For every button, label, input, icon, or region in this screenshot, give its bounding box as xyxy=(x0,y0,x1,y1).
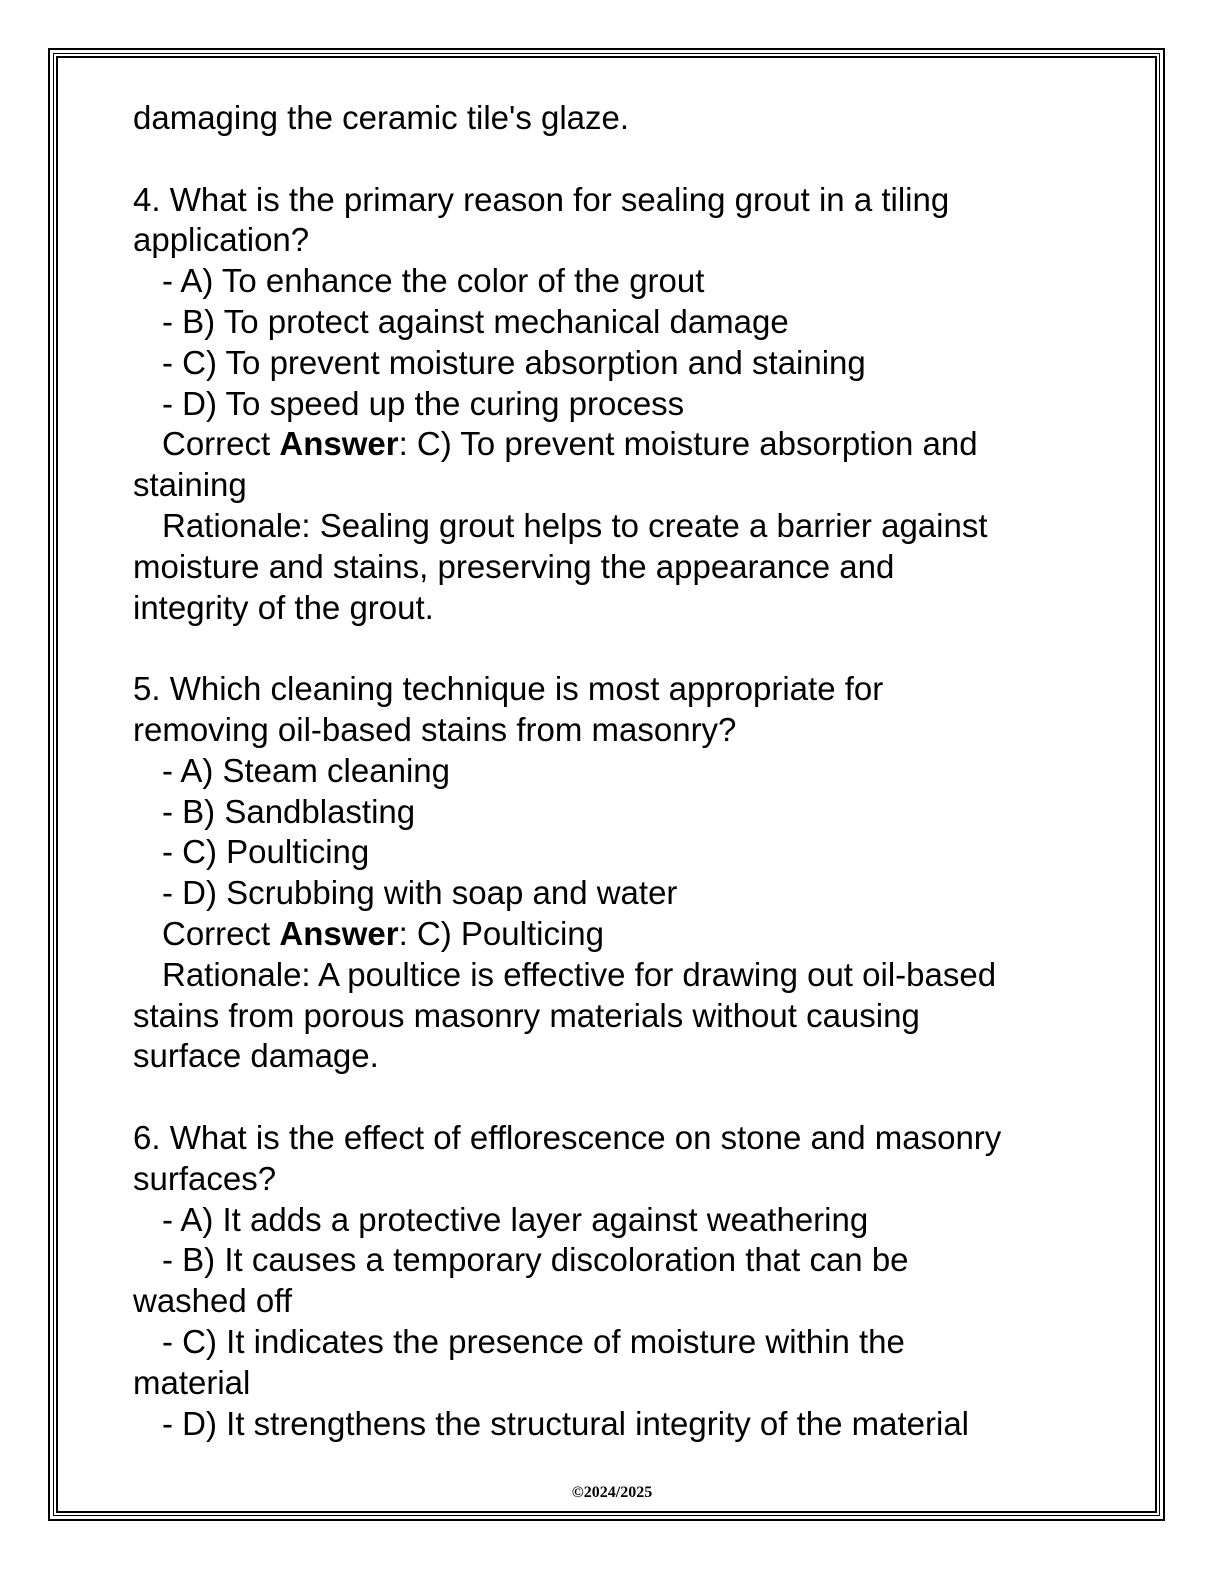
document-body xyxy=(133,98,1093,1444)
correct-answer: Correct Answer: C) Poulticing xyxy=(162,914,604,952)
question-stem: application? xyxy=(133,221,310,259)
question-stem: 5. Which cleaning technique is most appropriate for xyxy=(133,670,884,708)
question-6 xyxy=(133,1118,1093,1444)
option-c: - C) To prevent moisture absorption and staining xyxy=(162,343,866,381)
option-c: - C) It indicates the presence of moisture within the xyxy=(162,1322,905,1360)
continuation-text: damaging the ceramic tile's glaze. xyxy=(133,99,630,136)
rationale: Rationale: Sealing grout helps to create a barrier against xyxy=(162,506,988,544)
answer-label: Answer xyxy=(279,914,399,952)
option-d: - D) To speed up the curing process xyxy=(162,384,685,422)
option-a: - A) It adds a protective layer against weathering xyxy=(162,1200,869,1238)
question-stem: surfaces? xyxy=(133,1159,277,1197)
correct-answer: Correct Answer: C) To prevent moisture absorption and xyxy=(162,425,978,463)
rationale: Rationale: A poultice is effective for drawing out oil-based xyxy=(162,955,997,993)
question-stem: 6. What is the effect of efflorescence on stone and masonry xyxy=(133,1118,1002,1156)
option-c: - C) Poulticing xyxy=(162,833,370,871)
rationale: stains from porous masonry materials without causing xyxy=(133,996,920,1034)
rationale: surface damage. xyxy=(133,1037,379,1075)
option-a: - A) To enhance the color of the grout xyxy=(162,262,705,300)
question-stem: 4. What is the primary reason for sealing grout in a tiling xyxy=(133,180,950,218)
rationale: integrity of the grout. xyxy=(133,588,434,626)
option-a: - A) Steam cleaning xyxy=(162,751,450,789)
rationale: moisture and stains, preserving the appearance and xyxy=(133,547,895,585)
answer-label: Answer xyxy=(279,425,399,463)
option-d: - D) It strengthens the structural integrity of the material xyxy=(162,1404,970,1442)
option-b: - B) Sandblasting xyxy=(162,792,416,830)
correct-answer-cont: staining xyxy=(133,466,247,504)
option-b: - B) It causes a temporary discoloration that can be xyxy=(162,1241,909,1279)
option-d: - D) Scrubbing with soap and water xyxy=(162,874,678,912)
option-c-cont: material xyxy=(133,1363,251,1401)
copyright-footer: ©2024/2025 xyxy=(571,1484,653,1501)
option-b-cont: washed off xyxy=(133,1282,293,1320)
option-b: - B) To protect against mechanical damage xyxy=(162,302,789,340)
question-4 xyxy=(133,180,1093,629)
question-stem: removing oil-based stains from masonry? xyxy=(133,710,737,748)
question-5 xyxy=(133,669,1093,1077)
